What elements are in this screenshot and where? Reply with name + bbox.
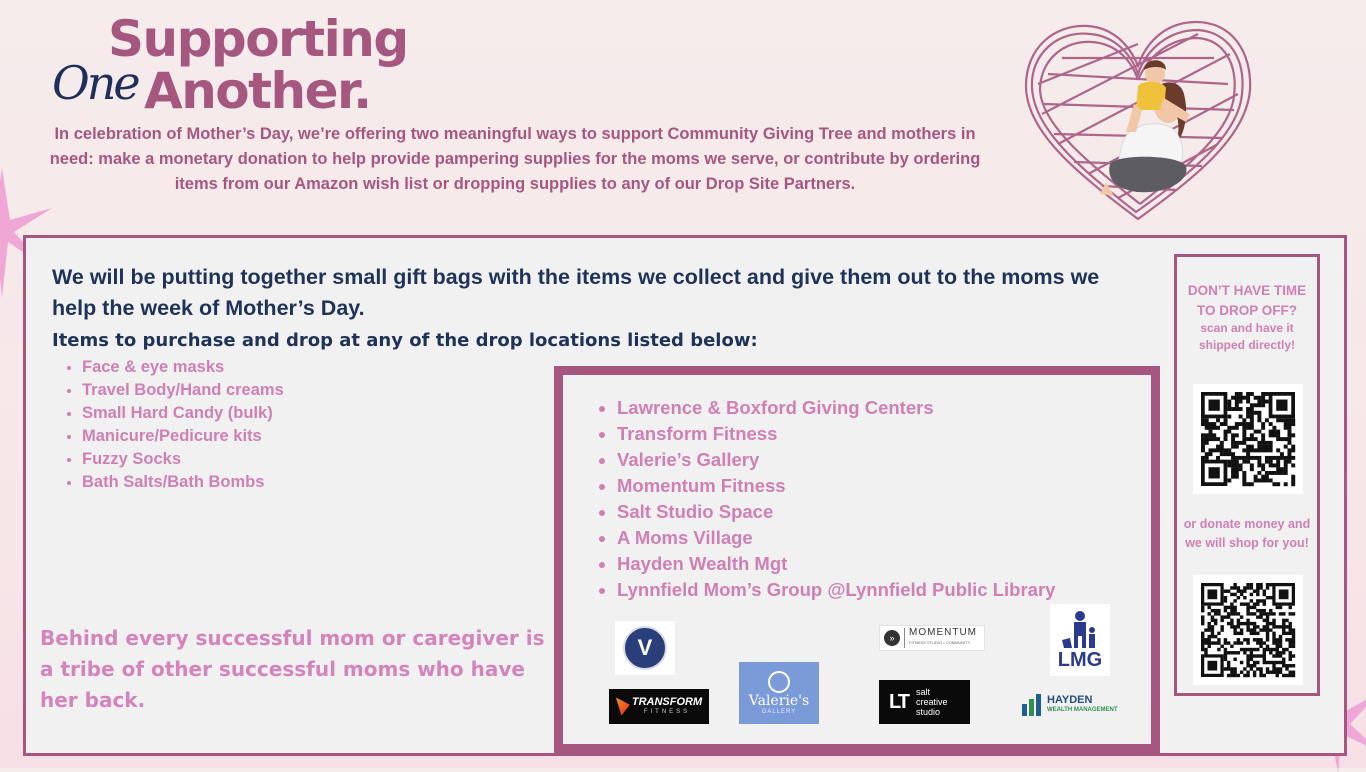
list-item: • Manicure/Pedicure kits (82, 425, 284, 448)
transform-logo (609, 689, 709, 724)
main-panel (23, 235, 1347, 756)
v-mark: V (623, 626, 667, 670)
lmg-logo (1050, 604, 1110, 676)
items-list (66, 356, 284, 494)
valeries-icon (768, 671, 790, 693)
salt-mark: LT (889, 690, 908, 713)
valeries-sub: GALLERY (761, 709, 797, 715)
list-item: • Fuzzy Socks (82, 448, 284, 471)
title-script-word: One (52, 56, 138, 110)
hayden-text: HAYDEN (1047, 694, 1093, 706)
transform-icon (616, 698, 630, 716)
title-line-1: Supporting (108, 10, 408, 68)
momentum-sub: FITNESS STUDIO • COMMUNITY (909, 640, 971, 645)
heart-mother-child-illustration (1018, 14, 1258, 226)
drop-site-item: • Salt Studio Space (617, 499, 1055, 525)
shipping-sidebar (1174, 254, 1320, 696)
items-heading: Items to purchase and drop at any of the drop locations listed below: (52, 330, 758, 351)
v-logo (615, 621, 675, 675)
salt-text: salt creative studio (915, 687, 948, 717)
drop-site-item: • Valerie’s Gallery (617, 447, 1055, 473)
list-item: • Face & eye masks (82, 356, 284, 379)
drop-sites-box (554, 366, 1160, 753)
drop-site-item: • Lawrence & Boxford Giving Centers (617, 395, 1055, 421)
sidebar-subtext: scan and have it shipped directly! (1198, 321, 1296, 352)
salt-studio-logo (879, 680, 970, 724)
family-icon (1058, 610, 1102, 650)
amazon-wishlist-qr-code[interactable] (1193, 384, 1303, 494)
title-line-2: Another. (144, 62, 371, 120)
list-item: • Small Hard Candy (bulk) (82, 402, 284, 425)
valeries-text: Valerie's (748, 693, 810, 709)
intro-text: In celebration of Mother’s Day, we’re offering two meaningful ways to support Community Giving Tree and mothers in need: make a monetary donation to help provide pampering supplies for the moms we serve, or contribute by ordering items from our Amazon wish list or dropping supplies to any of our Drop Site Partners. (49, 125, 981, 193)
drop-site-item: • Momentum Fitness (617, 473, 1055, 499)
drop-site-item: • Lynnfield Mom’s Group @Lynnfield Public Library (617, 577, 1055, 603)
hayden-bars-icon (1021, 694, 1043, 716)
drop-site-item: • Transform Fitness (617, 421, 1055, 447)
list-item: • Bath Salts/Bath Bombs (82, 471, 284, 494)
valeries-gallery-logo (739, 662, 819, 724)
drop-site-item: • A Moms Village (617, 525, 1055, 551)
list-item: • Travel Body/Hand creams (82, 379, 284, 402)
transform-text: TRANSFORM (631, 695, 703, 708)
drop-sites-list (597, 395, 1055, 603)
sidebar-donate-text: or donate money and we will shop for you! (1183, 517, 1311, 550)
momentum-icon: » (884, 630, 900, 646)
lead-text: We will be putting together small gift bags with the items we collect and give them out to the moms we help the week of Mother’s Day. (52, 265, 1100, 320)
transform-sub: FITNESS (643, 708, 691, 715)
tagline: Behind every successful mom or caregiver is a tribe of other successful moms who have her back. (40, 626, 545, 712)
drop-site-item: • Hayden Wealth Mgt (617, 551, 1055, 577)
hayden-logo (1021, 691, 1129, 719)
hayden-sub: WEALTH MANAGEMENT (1047, 707, 1118, 713)
sidebar-heading: DON’T HAVE TIME TO DROP OFF? (1187, 283, 1307, 318)
momentum-logo (879, 625, 985, 651)
donation-qr-code[interactable] (1193, 575, 1303, 685)
lmg-text: LMG (1057, 649, 1103, 671)
page-title (52, 8, 472, 118)
momentum-name: MOMENTUM (909, 627, 977, 638)
